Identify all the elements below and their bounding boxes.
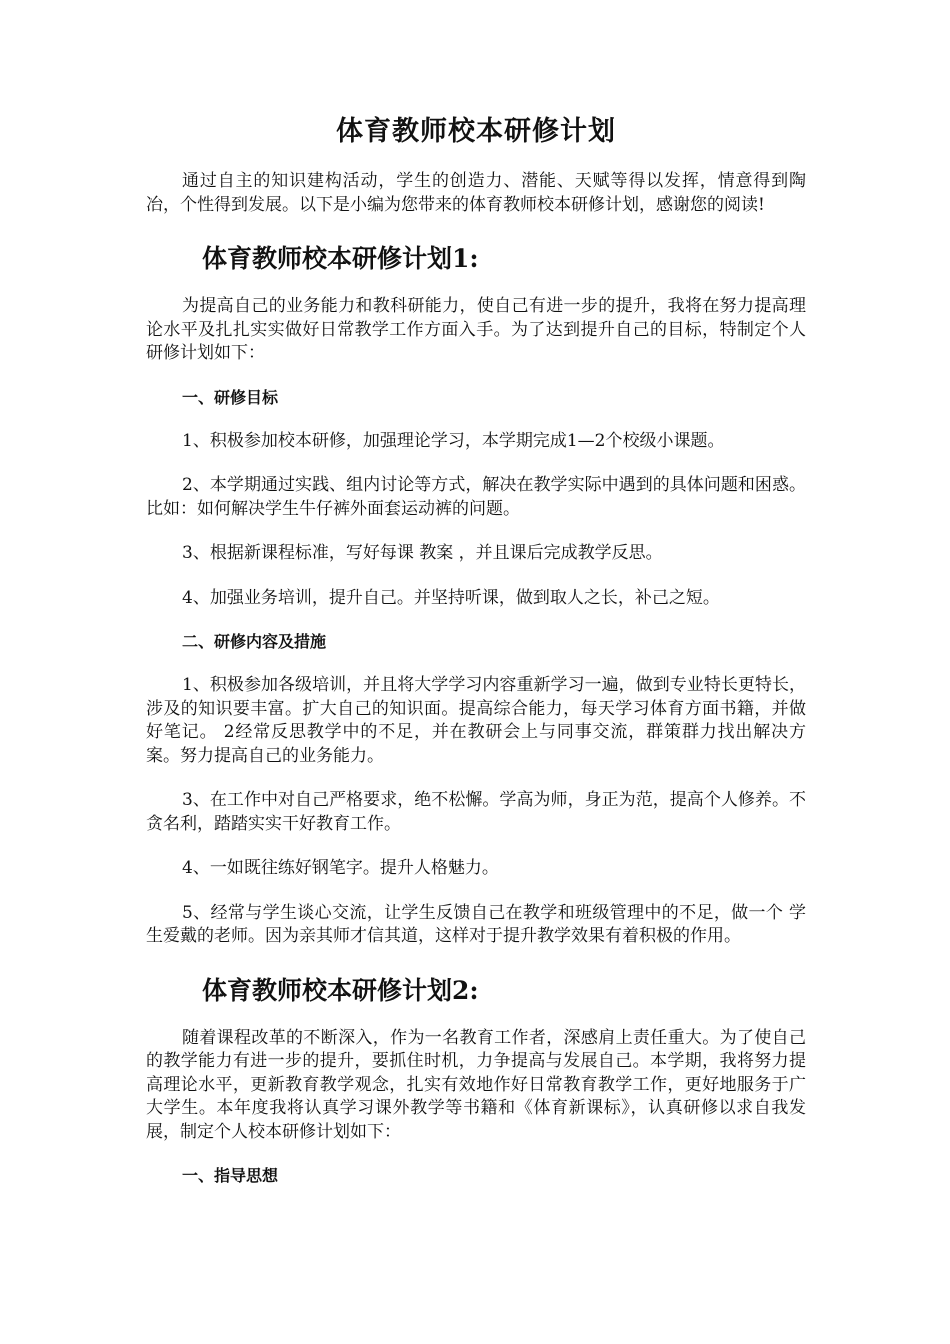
document-title: 体育教师校本研修计划 xyxy=(336,116,616,147)
plan1-goal-4: 4、加强业务培训，提升自己。并坚持听课，做到取人之长，补己之短。 xyxy=(182,587,720,608)
plan1-heading: 体育教师校本研修计划1: xyxy=(202,244,479,273)
intro-paragraph: 通过自主的知识建构活动，学生的创造力、潜能、天赋等得以发挥，情意得到陶冶，个性得到发展。以下是小编为您带来的体育教师校本研修计划，感谢您的阅读! xyxy=(146,171,806,215)
plan1-goal-3: 3、根据新课程标准，写好每课 教案 ，并且课后完成教学反思。 xyxy=(182,543,663,563)
plan1-goal-1: 1、积极参加校本研修，加强理论学习，本学期完成1—2个校级小课题。 xyxy=(182,430,725,451)
plan1-section2-title: 二、研修内容及措施 xyxy=(182,632,327,651)
document-page xyxy=(146,112,806,1187)
plan1-measure-5: 5、经常与学生谈心交流，让学生反馈自己在教学和班级管理中的不足，做一个 学生爱戴的老师。因为亲其师才信其道，这样对于提升教学效果有着积极的作用。 xyxy=(146,902,806,946)
plan2-section1-title: 一、指导思想 xyxy=(182,1166,279,1185)
plan1-measure-4: 4、一如既往练好钢笔字。提升人格魅力。 xyxy=(182,858,499,878)
plan1-opening-paragraph: 为提高自己的业务能力和教科研能力，使自己有进一步的提升，我将在努力提高理论水平及扎扎实实做好日常教学工作方面入手。为了达到提升自己的目标，特制定个人研修计划如下： xyxy=(146,296,806,363)
plan1-measure-1: 1、积极参加各级培训，并且将大学学习内容重新学习一遍，做到专业特长更特长，涉及的知识要丰富。扩大自己的知识面。提高综合能力，每天学习体育方面书籍，并做好笔记。 2经常反思教学中的不足，并在教研会上与同事交流，群策群力找出解决方案。努力提高自己的业务能力。 xyxy=(146,675,806,766)
plan1-section1-title: 一、研修目标 xyxy=(182,387,279,407)
plan1-goal-2: 2、本学期通过实践、组内讨论等方式，解决在教学实际中遇到的具体问题和困惑。比如：如何解决学生牛仔裤外面套运动裤的问题。 xyxy=(146,475,806,519)
plan2-opening-paragraph: 随着课程改革的不断深入，作为一名教育工作者，深感肩上责任重大。为了使自己的教学能力有进一步的提升，要抓住时机，力争提高与发展自己。本学期，我将努力提高理论水平，更新教育教学观念，扎实有效地作好日常教育教学工作，更好地服务于广大学生。本年度我将认真学习课外教学等书籍和《体育新课标》，认真研修以求自我发展，制定个人校本研修计划如下： xyxy=(146,1027,806,1142)
plan1-measure-3: 3、在工作中对自己严格要求，绝不松懈。学高为师，身正为范，提高个人修养。不贪名利，踏踏实实干好教育工作。 xyxy=(146,790,806,834)
plan2-heading: 体育教师校本研修计划2: xyxy=(202,975,479,1005)
